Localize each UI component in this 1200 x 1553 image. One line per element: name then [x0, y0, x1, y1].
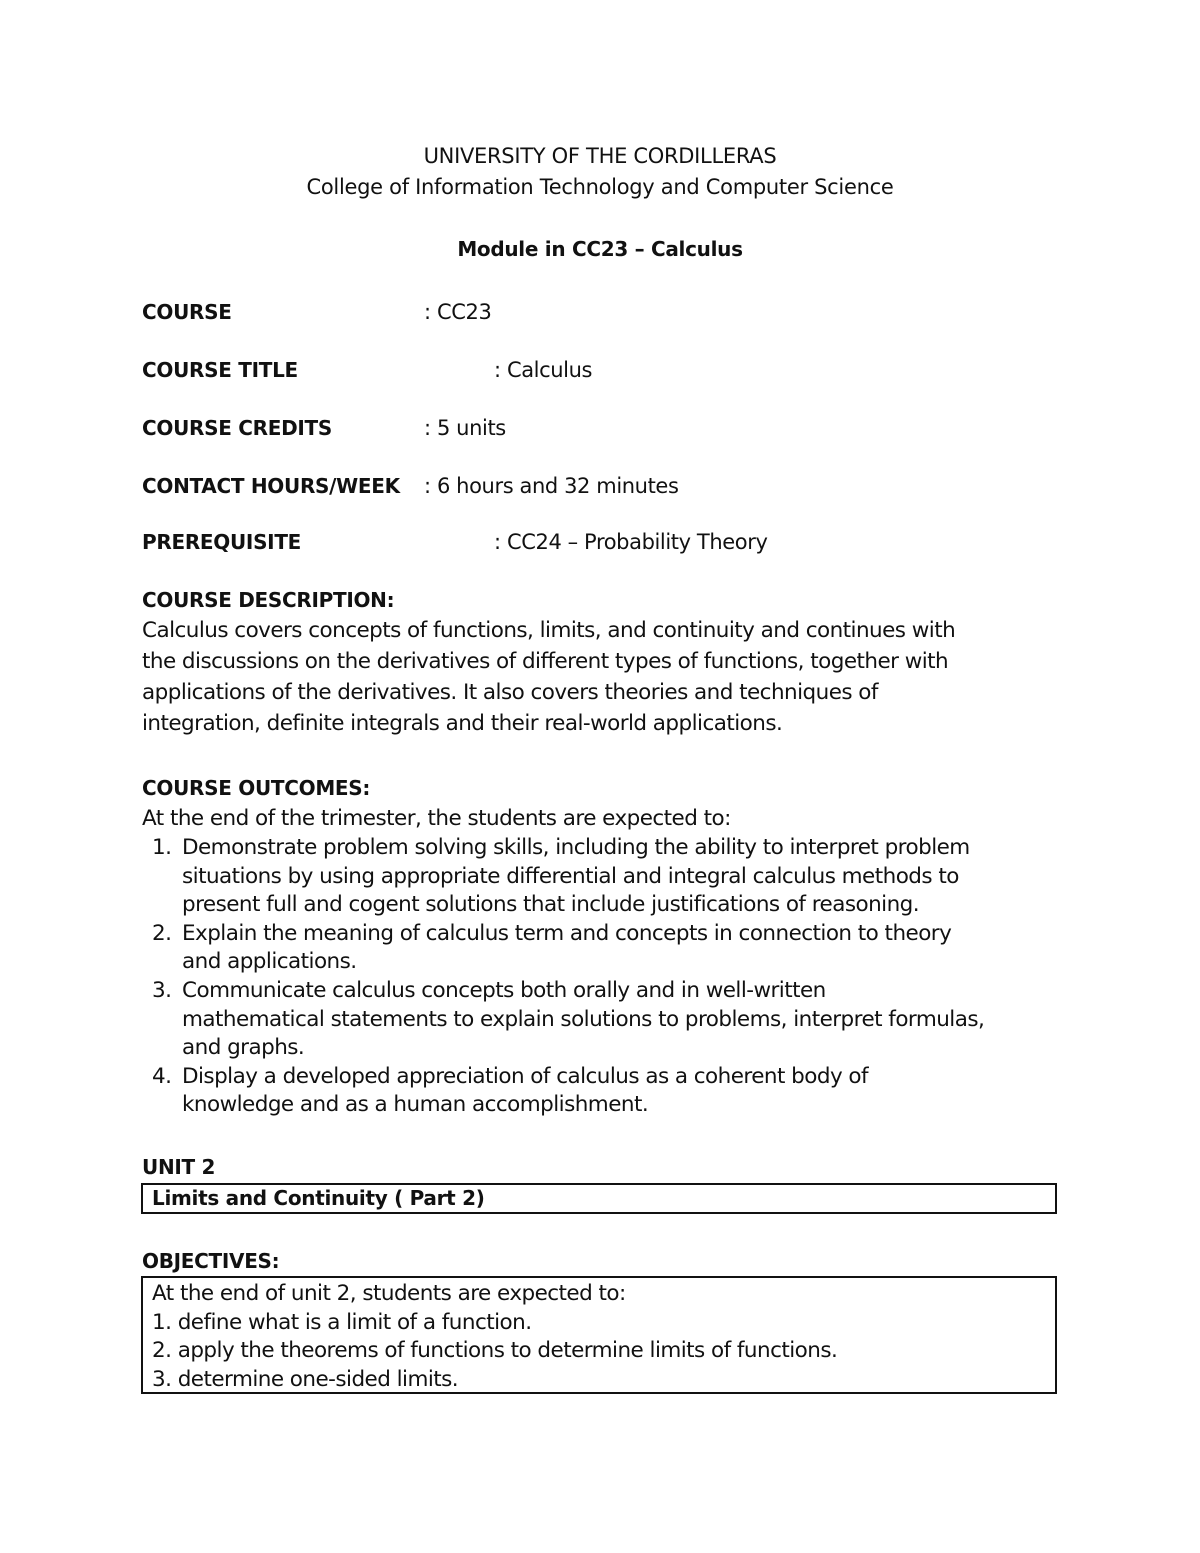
outcome-line: mathematical statements to explain solutions to problems, interpret formulas,: [182, 1006, 985, 1032]
list-number: 1.: [152, 835, 172, 860]
college-name: College of Information Technology and Computer Science: [306, 175, 894, 199]
outcome-line: knowledge and as a human accomplishment.: [182, 1092, 649, 1118]
objective-line: 2. apply the theorems of functions to determine limits of functions.: [152, 1338, 838, 1363]
outcome-line: Explain the meaning of calculus term and concepts in connection to theory: [182, 920, 952, 946]
course-credits-value: : 5 units: [424, 416, 506, 440]
outcome-line: situations by using appropriate differential and integral calculus methods to: [182, 863, 959, 889]
list-item: [152, 920, 984, 977]
outcome-line: present full and cogent solutions that include justifications of reasoning.: [182, 892, 920, 918]
outcomes-intro: At the end of the trimester, the students are expected to:: [142, 806, 731, 831]
list-number: 3.: [152, 977, 172, 1003]
module-title: Module in CC23 – Calculus: [457, 237, 743, 261]
unit-label: UNIT 2: [142, 1155, 216, 1179]
objectives-heading: OBJECTIVES:: [142, 1249, 280, 1273]
outcomes-list: [152, 834, 984, 1120]
outcome-line: Demonstrate problem solving skills, including the ability to interpret problem: [182, 835, 970, 860]
course-title-value: : Calculus: [494, 358, 593, 382]
outcome-line: and graphs.: [182, 1035, 305, 1061]
description-line: Calculus covers concepts of functions, limits, and continuity and continues with: [142, 618, 956, 643]
course-value: : CC23: [424, 300, 492, 324]
contact-hours-label: CONTACT HOURS/WEEK: [142, 474, 400, 498]
outcome-line: Display a developed appreciation of calculus as a coherent body of: [182, 1063, 869, 1089]
description-line: integration, definite integrals and their real-world applications.: [142, 711, 783, 736]
list-number: 2.: [152, 920, 172, 946]
university-name: UNIVERSITY OF THE CORDILLERAS: [423, 144, 777, 168]
description-text: [142, 615, 955, 739]
description-heading: COURSE DESCRIPTION:: [142, 588, 395, 612]
prerequisite-value: : CC24 – Probability Theory: [494, 530, 768, 554]
contact-hours-value: : 6 hours and 32 minutes: [424, 474, 679, 498]
outcome-line: and applications.: [182, 949, 357, 975]
unit-title-box: Limits and Continuity ( Part 2): [141, 1183, 1057, 1214]
list-item: [152, 834, 984, 920]
objective-line: 3. determine one-sided limits.: [152, 1366, 459, 1392]
list-number: 4.: [152, 1063, 172, 1089]
objective-line: At the end of unit 2, students are expected to:: [152, 1281, 626, 1306]
description-line: applications of the derivatives. It also covers theories and techniques of: [142, 680, 878, 705]
list-item: [152, 977, 984, 1063]
course-credits-label: COURSE CREDITS: [142, 416, 332, 440]
course-title-label: COURSE TITLE: [142, 358, 298, 382]
outcome-line: Communicate calculus concepts both orally and in well-written: [182, 977, 826, 1003]
list-item: [152, 1063, 984, 1120]
objective-line: 1. define what is a limit of a function.: [152, 1309, 532, 1335]
prerequisite-label: PREREQUISITE: [142, 530, 302, 554]
description-line: the discussions on the derivatives of different types of functions, together with: [142, 649, 949, 674]
objectives-box: [141, 1276, 1057, 1394]
course-label: COURSE: [142, 300, 232, 324]
outcomes-heading: COURSE OUTCOMES:: [142, 776, 371, 800]
